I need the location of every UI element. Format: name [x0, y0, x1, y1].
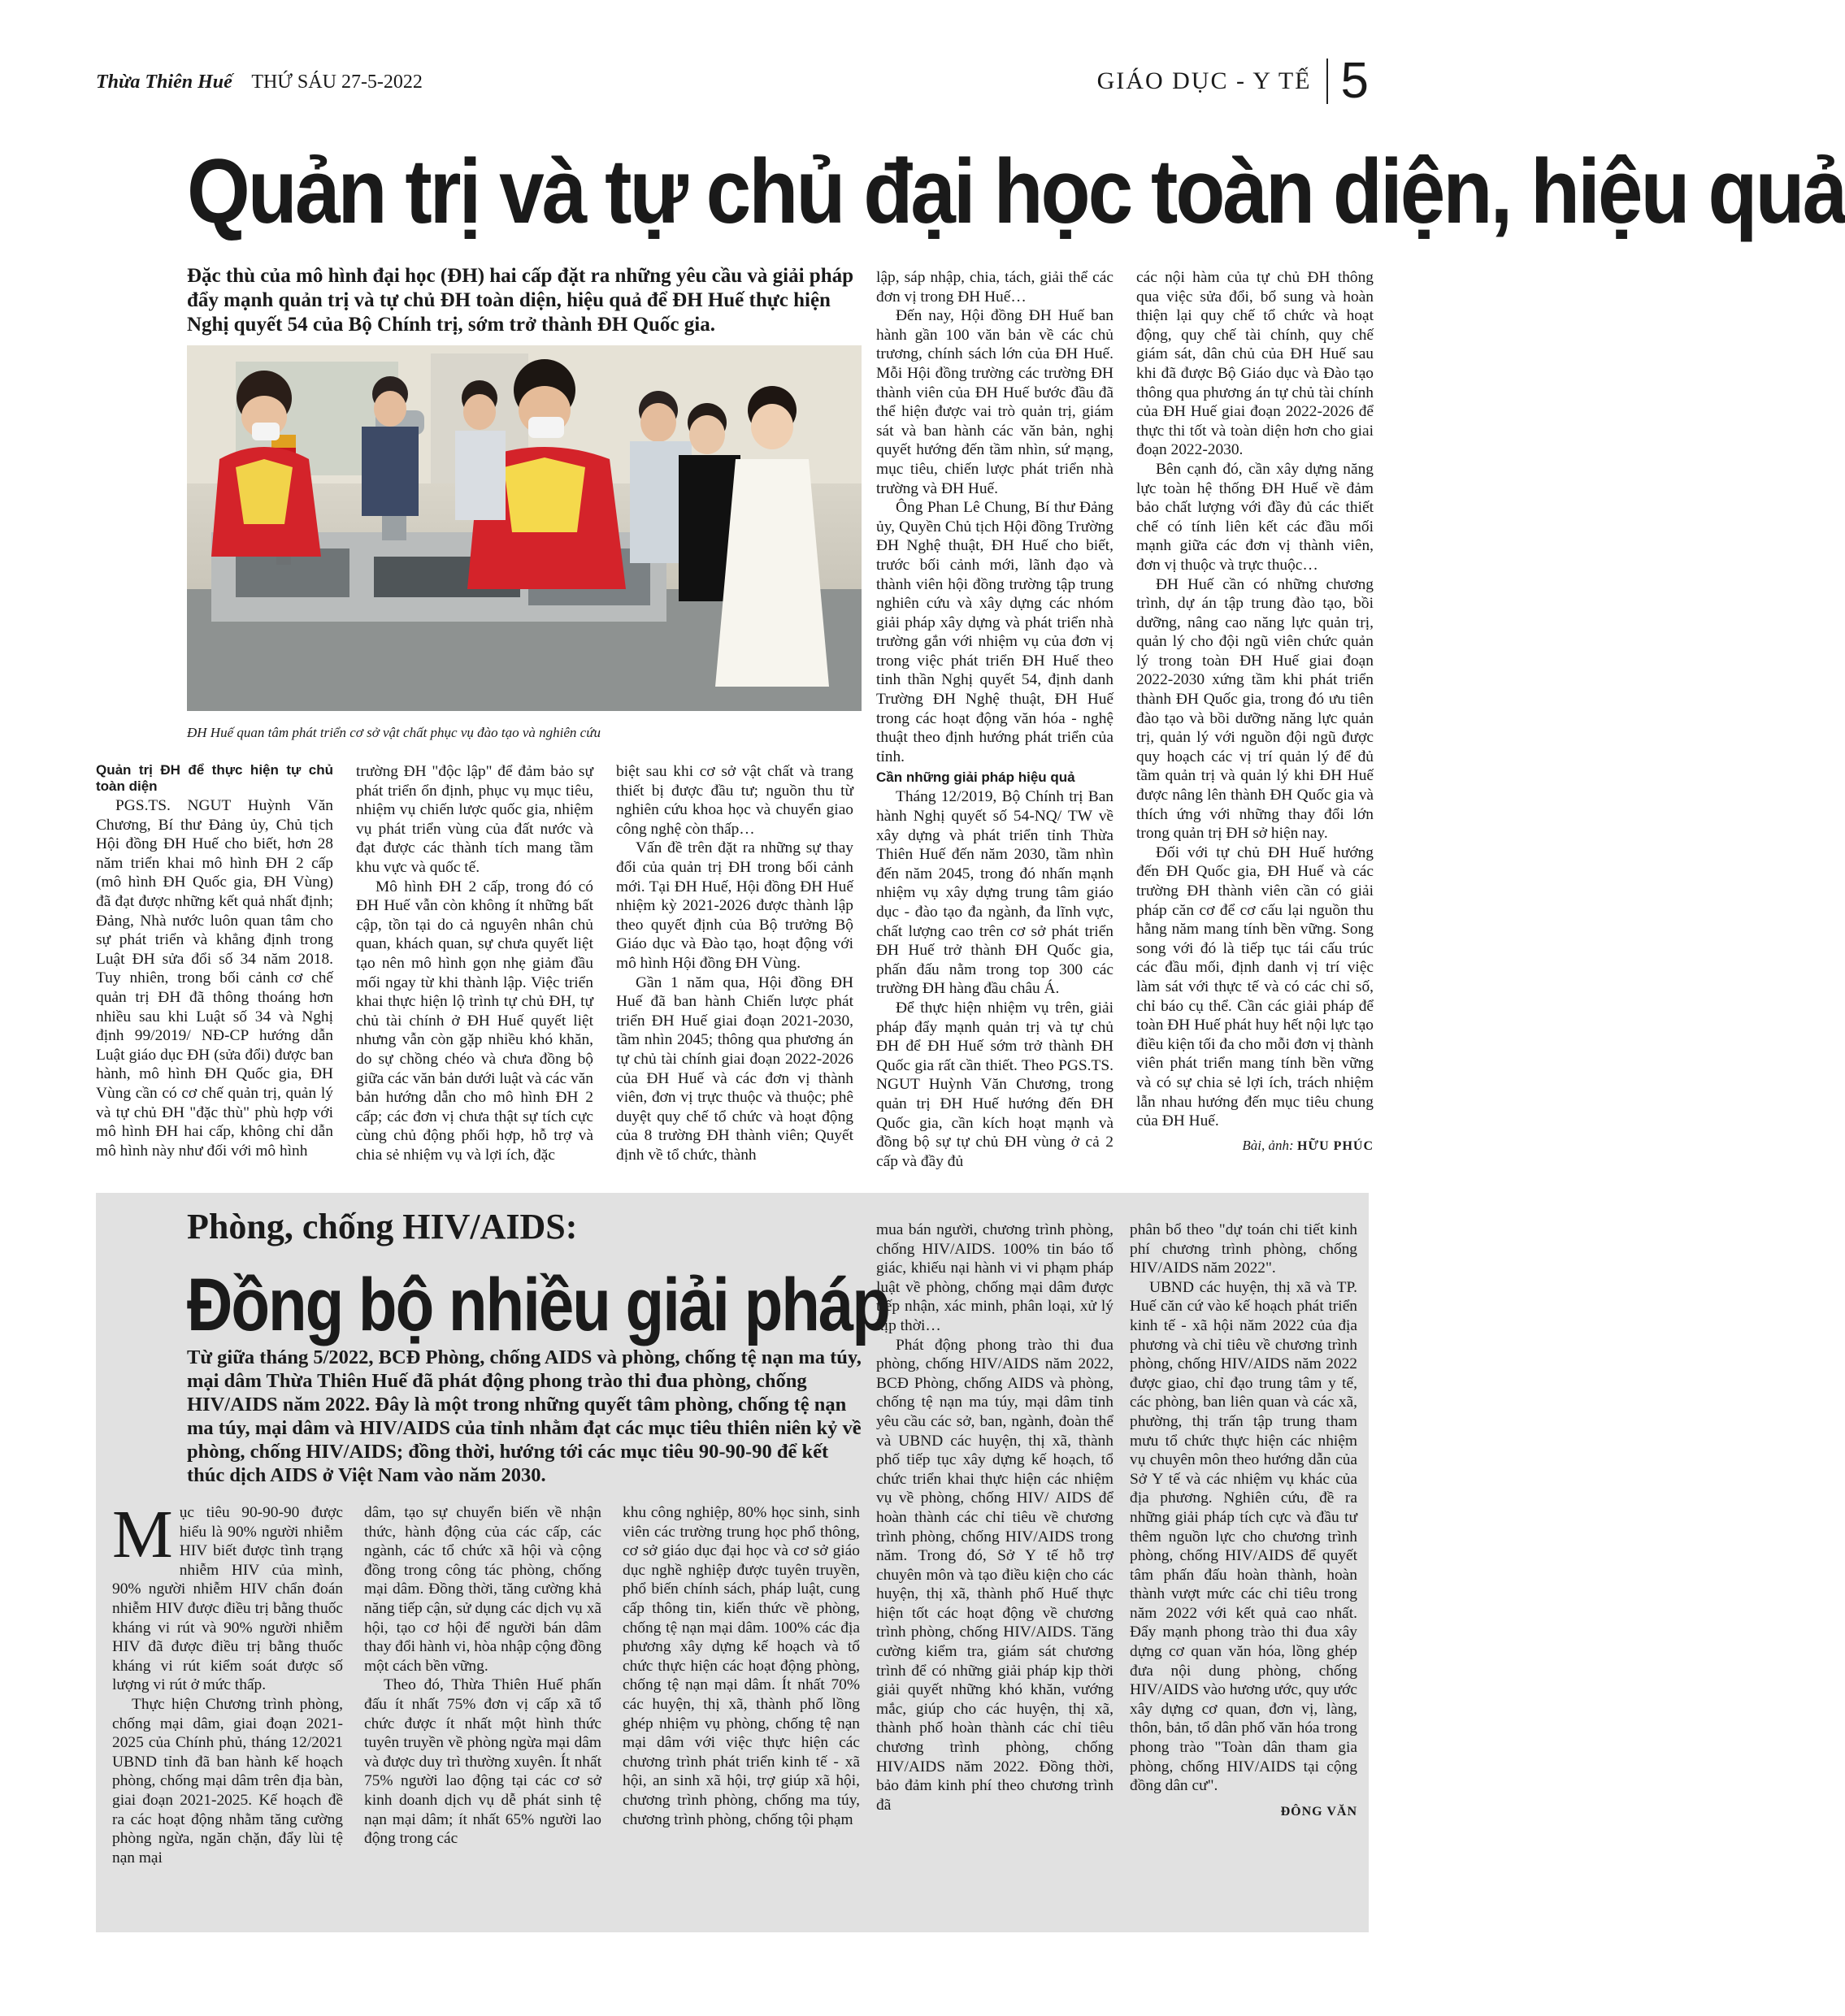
article2-lead: Từ giữa tháng 5/2022, BCĐ Phòng, chống AIDS và phòng, chống tệ nạn ma túy, mại dâm Thừa Thiên Huế đã phát động phong trào thi đua phòng, chống HIV/AIDS năm 2022. Đây là một trong những quyết tâm phòng, chống tệ nạn ma túy, mại dâm và HIV/AIDS của tỉnh nhằm đạt các mục tiêu thiên niên kỷ về phòng, chống HIV/AIDS; đồng thời, hướng tới các mục tiêu 90-90-90 để kết thúc dịch AIDS ở Việt Nam vào năm 2030.: [187, 1346, 862, 1486]
article1-paragraph: Để thực hiện nhiệm vụ trên, giải pháp đẩy mạnh quản trị và tự chủ ĐH để ĐH Huế sớm trở thành ĐH Quốc gia rất cần thiết. Theo PGS.TS. NGUT Huỳnh Văn Chương, trong quản trị ĐH Huế hướng đến ĐH Quốc gia, cần kích hoạt mạnh và đồng bộ sự tự chủ ĐH vùng ở cả 2 cấp và đầy đủ: [876, 999, 1114, 1170]
article1-paragraph: Ông Phan Lê Chung, Bí thư Đảng ủy, Quyền Chủ tịch Hội đồng Trường ĐH Nghệ thuật, ĐH Huế cho biết, trước bối cảnh mới, lãnh đạo và thành viên hội đồng trường tập trung nghiên cứu và xây dựng các nhóm giải pháp xây dựng và phát triển nhà trường gắn với nhiệm vụ của đơn vị trong việc phát triển ĐH Huế theo tinh thần Nghị quyết 54, định danh Trường ĐH Nghệ thuật, ĐH Huế trong các hoạt động văn hóa - nghệ thuật theo định hướng phát triển của tỉnh.: [876, 499, 1114, 765]
article1-column-3: [616, 762, 853, 1164]
article1-title: Quản trị và tự chủ đại học toàn diện, hiệu quả: [187, 141, 1845, 243]
article1-paragraph: Đối với tự chủ ĐH Huế hướng đến ĐH Quốc gia, ĐH Huế và các trường ĐH thành viên cần có giải pháp căn cơ để cơ cấu lại nguồn thu hằng năm mang tính bền vững. Song song với đó là tiếp tục tái cấu trúc các đầu mối, định danh vị trí việc làm sát với thực tế và có các chỉ số, chỉ báo cụ thể. Cần các giải pháp để toàn ĐH Huế phát huy hết nội lực tạo điều kiện tối đa cho mỗi đơn vị thành viên phát triển mang tính bền vững và có sự chia sẻ lợi ích, trách nhiệm lẫn nhau hướng đến mục tiêu chung của ĐH Huế.: [1136, 843, 1374, 1130]
article1-paragraph: Bên cạnh đó, cần xây dựng năng lực toàn hệ thống ĐH Huế về đảm bảo chất lượng với đầy đủ các thiết chế có tính liên kết các đầu mối mạnh giữa các đơn vị thành viên, đơn vị thuộc và trực thuộc…: [1136, 460, 1374, 574]
article1-paragraph: Tháng 12/2019, Bộ Chính trị Ban hành Nghị quyết số 54-NQ/ TW về xây dựng và phát triển tỉnh Thừa Thiên Huế đến năm 2030, tầm nhìn đến năm 2045, trong đó nhấn mạnh nhiệm vụ xây dựng trung tâm giáo dục - đào tạo đa ngành, đa lĩnh vực, chất lượng cao trên cơ sở phát triển ĐH Huế trở thành ĐH Quốc gia, phấn đấu nằm trong top 300 các trường ĐH hàng đầu châu Á.: [876, 788, 1114, 998]
issue-date: THỨ SÁU 27-5-2022: [251, 72, 423, 93]
article1-paragraph: lập, sáp nhập, chia, tách, giải thể các đơn vị trong ĐH Huế…: [876, 269, 1114, 306]
article1-paragraph: các nội hàm của tự chủ ĐH thông qua việc sửa đổi, bổ sung và hoàn thiện lại quy chế tổ chức và hoạt động, quy chế tài chính, quy chế giám sát, dân chủ của ĐH Huế sau khi đã được Bộ Giáo dục và Đào tạo thông qua phương án tự chủ tài chính của ĐH Huế giai đoạn 2022-2026 để thực thi tốt và toàn diện hơn cho giai đoạn 2022-2030.: [1136, 269, 1374, 459]
article1-photo-caption: ĐH Huế quan tâm phát triển cơ sở vật chất phục vụ đào tạo và nghiên cứu: [187, 725, 601, 740]
article1-column-4: [876, 268, 1114, 1171]
masthead-right: [1097, 52, 1369, 110]
article1-column-2: [356, 762, 593, 1164]
article2-paragraph: Phát động phong trào thi đua phòng, chống HIV/AIDS năm 2022, BCĐ Phòng, chống AIDS và phòng, chống tệ nạn ma túy, mại dâm tỉnh yêu cầu các sở, ban, ngành, đoàn thể và UBND các huyện, thị xã, thành phố tiếp tục xây dựng kế hoạch, tổ chức triển khai thực hiện các nhiệm vụ về phòng, chống HIV/ AIDS để hoàn thành các chỉ tiêu về chương trình phòng, chống HIV/AIDS trong năm. Trong đó, Sở Y tế hỗ trợ chuyên môn và tạo điều kiện cho các huyện, thị xã, thành phố Huế thực hiện tốt các hoạt động về chương trình phòng, chống HIV/AIDS. Tăng cường kiểm tra, giám sát chương trình để có những giải pháp kịp thời giải quyết những khó khăn, vướng mắc, giúp cho các huyện, thị xã, thành phố hoàn thành các chỉ tiêu chương trình phòng, chống HIV/AIDS năm 2022. Đồng thời, bảo đảm kinh phí theo chương trình đã: [876, 1336, 1114, 1814]
article1-lead: Đặc thù của mô hình đại học (ĐH) hai cấp đặt ra những yêu cầu và giải pháp đẩy mạnh quản trị và tự chủ ĐH toàn diện, hiệu quả để ĐH Huế thực hiện Nghị quyết 54 của Bộ Chính trị, sớm trở thành ĐH Quốc gia.: [187, 265, 854, 336]
article1-paragraph: ĐH Huế cần có những chương trình, dự án tập trung đào tạo, bồi dưỡng, nâng cao năng lực quản trị, quản lý cho đội ngũ viên chức quản lý trong toàn ĐH Huế giai đoạn 2022-2030 xứng tầm khi phát triển thành ĐH Quốc gia, trong đó ưu tiên đào tạo và bồi dưỡng năng lực quản trị, quản lý với nguồn đội ngũ được quy hoạch các vị trí quản lý để đủ tầm quản trị và quản lý khi ĐH Huế được nâng lên thành ĐH Quốc gia và thích ứng với những thay đổi lớn trong quản trị ĐH sở hiện nay.: [1136, 575, 1374, 843]
article1-paragraph: Gần 1 năm qua, Hội đồng ĐH Huế đã ban hành Chiến lược phát triển ĐH Huế giai đoạn 2021-2030, tầm nhìn 2045; thông qua phương án tự chủ tài chính giai đoạn 2022-2026 của ĐH Huế và các đơn vị thành viên, đơn vị trực thuộc và thuộc; phê duyệt quy chế tổ chức và hoạt động của 8 trường ĐH thành viên; Quyết định về tổ chức, thành: [616, 973, 853, 1164]
article1-photo: [187, 345, 862, 711]
article1-byline: [1136, 1136, 1374, 1156]
article1-paragraph: biệt sau khi cơ sở vật chất và trang thiết bị được đầu tư; nguồn thu từ nghiên cứu khoa học và chuyển giao công nghệ còn thấp…: [616, 763, 853, 838]
masthead-left: [96, 72, 423, 93]
article1-column-1: [96, 762, 333, 1160]
lab-scene-illustration: [187, 345, 862, 711]
article1-paragraph: trường ĐH "độc lập" để đảm bảo sự phát triển ổn định, phục vụ mục tiêu, nhiệm vụ chiến lược quốc gia, nhiệm vụ phát triển vùng của đất nước và đạt được các thành tích mang tầm khu vực và quốc tế.: [356, 763, 593, 876]
article1-paragraph: Mô hình ĐH 2 cấp, trong đó có ĐH Huế vẫn còn không ít những bất cập, tồn tại do cả nguyên nhân chủ quan, khách quan, sự chưa quyết liệt tạo nên mô hình gọn nhẹ giảm đầu mối ngay từ khi thành lập. Việc triển khai thực hiện lộ trình tự chủ ĐH, tự chủ tài chính ở ĐH Huế quyết liệt nhưng vẫn còn gặp nhiều khó khăn, do sự chồng chéo và chưa đồng bộ giữa các văn bản dưới luật và các văn bản hướng dẫn cho mô hình ĐH 2 cấp; các đơn vị chưa thật sự tích cực cùng chủ động phối hợp, hỗ trợ và chia sẻ nhiệm vụ và lợi ích, đặc: [356, 878, 593, 1164]
article1-subhead-1: Quản trị ĐH để thực hiện tự chủ toàn diện: [96, 762, 333, 794]
paper-name: Thừa Thiên Huế: [96, 72, 232, 93]
article1-subhead-2: Cần những giải pháp hiệu quả: [876, 770, 1075, 786]
article2-author: ĐÔNG VĂN: [1280, 1804, 1357, 1819]
article2-column-4: [876, 1220, 1114, 1814]
article2-paragraph: UBND các huyện, thị xã và TP. Huế căn cứ vào kế hoạch phát triển kinh tế - xã hội năm 2022 của địa phương và chỉ tiêu về chương trình phòng, chống HIV/AIDS năm 2022 được giao, chỉ đạo trung tâm y tế, các phòng, ban liên quan và các xã, phường, thị trấn tập trung tham mưu tổ chức thực hiện các nhiệm vụ chuyên môn theo hướng dẫn của Sở Y tế và các nhiệm vụ khác của địa phương. Nghiên cứu, đề ra những giải pháp tích cực và đầu tư thêm nguồn lực cho chương trình phòng, chống HIV/AIDS để quyết tâm phấn đấu hoàn thành, hoàn thành vượt mức các chỉ tiêu trong năm 2022 với kết quả cao nhất. Đẩy mạnh phong trào thi đua xây dựng cơ quan văn hóa, lồng ghép đưa nội dung phòng, chống HIV/AIDS vào hương ước, quy ước xây dựng cơ quan, đơn vị, làng, thôn, bản, tổ dân phố văn hóa trong phong trào "Toàn dân tham gia phòng, chống HIV/AIDS tại cộng đồng dân cư".: [1130, 1278, 1357, 1795]
byline-author: HỮU PHÚC: [1296, 1138, 1374, 1153]
article2-paragraph: Theo đó, Thừa Thiên Huế phấn đấu ít nhất 75% đơn vị cấp xã tổ chức được ít nhất một hình thức tuyên truyền về phòng ngừa mại dâm và được duy trì thường xuyên. Ít nhất 75% người lao động tại các cơ sở kinh doanh dịch vụ dễ phát sinh tệ nạn mại dâm; ít nhất 65% người lao động trong các: [364, 1676, 601, 1848]
article2-paragraph: Thực hiện Chương trình phòng, chống mại dâm, giai đoạn 2021-2025 của Chính phủ, tháng 12/2021 UBND tỉnh đã ban hành kế hoạch phòng, chống mại dâm trên địa bàn, giai đoạn 2021-2025. Kế hoạch đề ra các hoạt động nhằm tăng cường phòng ngừa, ngăn chặn, đẩy lùi tệ nạn mại: [112, 1695, 343, 1866]
masthead-divider: [1326, 59, 1328, 104]
article2-paragraph: mua bán người, chương trình phòng, chống HIV/AIDS. 100% tin báo tố giác, khiếu nại hành vi vi phạm pháp luật về phòng, chống mại dâm được tiếp nhận, xác minh, phân loại, xử lý kịp thời…: [876, 1221, 1114, 1334]
article2-paragraph: phân bổ theo "dự toán chi tiết kinh phí chương trình phòng, chống HIV/AIDS năm 2022".: [1130, 1221, 1357, 1277]
article1-paragraph: Vấn đề trên đặt ra những sự thay đổi của quản trị ĐH trong bối cảnh mới. Tại ĐH Huế, Hội đồng ĐH Huế nhiệm kỳ 2021-2026 được thành lập theo quyết định của Bộ trưởng Bộ Giáo dục và Đào tạo, hoạt động với mô hình Hội đồng ĐH Vùng.: [616, 839, 853, 972]
article2-paragraph: khu công nghiệp, 80% học sinh, sinh viên các trường trung học phổ thông, cơ sở giáo dục đại học và cơ sở giáo dục nghề nghiệp được tuyên truyền, phổ biến chính sách, pháp luật, cung cấp thông tin, kiến thức về phòng, chống tệ nạn mại dâm. 100% các địa phương xây dựng kế hoạch và tổ chức thực hiện các hoạt động phòng, chống tệ nạn mại dâm. Ít nhất 70% các huyện, thị xã, thành phố lồng ghép nhiệm vụ phòng, chống tệ nạn mại dâm với việc thực hiện các chương trình phát triển kinh tế - xã hội, an sinh xã hội, trợ giúp xã hội, chương trình phòng, chống ma túy, chương trình phòng, chống tội phạm: [623, 1504, 860, 1828]
byline-prefix: Bài, ảnh:: [1242, 1137, 1294, 1153]
article2-dropcap: M: [112, 1497, 173, 1572]
page-number: 5: [1340, 53, 1369, 109]
article2-paragraph: dâm, tạo sự chuyển biến về nhận thức, hành động của các cấp, các ngành, các tổ chức xã hội và cộng đồng trong công tác phòng, chống mại dâm. Đồng thời, tăng cường khả năng tiếp cận, sử dụng các dịch vụ xã hội, tạo cơ hội để người bán dâm thay đổi hành vi, hòa nhập cộng đồng một cách bền vững.: [364, 1504, 601, 1675]
article1-paragraph: Đến nay, Hội đồng ĐH Huế ban hành gần 100 văn bản về các chủ trương, chính sách lớn của ĐH Huế. Mỗi Hội đồng trường các trường ĐH thành viên của ĐH Huế bước đầu đã thể hiện được vai trò quản trị, giám sát và ban hành các văn bản, nghị quyết hướng đến tầm nhìn, sứ mạng, mục tiêu, chiến lược phát triển nhà trường và ĐH Huế.: [876, 307, 1114, 497]
article2-column-1: [112, 1497, 343, 1867]
article2-column-2: [364, 1503, 601, 1849]
article2-kicker: Phòng, chống HIV/AIDS:: [187, 1207, 578, 1246]
article1-column-5: [1136, 268, 1374, 1155]
article2-paragraph: ục tiêu 90-90-90 được hiểu là 90% người nhiễm HIV biết được tình trạng nhiễm HIV của mình, 90% người nhiễm HIV chẩn đoán nhiễm HIV được điều trị bằng thuốc kháng vi rút và 90% người nhiễm HIV đã được điều trị bằng thuốc kháng vi rút kiểm soát được số lượng vi rút ở mức thấp.: [112, 1504, 343, 1694]
section-label: GIÁO DỤC - Y TẾ: [1096, 67, 1312, 94]
article1-paragraph: PGS.TS. NGUT Huỳnh Văn Chương, Bí thư Đảng ủy, Chủ tịch Hội đồng ĐH Huế cho biết, hơn 28 năm triển khai mô hình ĐH 2 cấp (mô hình ĐH Quốc gia, ĐH Vùng) đã đạt được những kết quả nhất định; Đảng, Nhà nước luôn quan tâm cho sự phát triển và khẳng định trong Luật ĐH sửa đổi số 34 năm 2018. Tuy nhiên, trong bối cảnh cơ chế quản trị ĐH đã thông thoáng hơn nhiều sau khi Luật số 34 và Nghị định 99/2019/ NĐ-CP hướng dẫn Luật giáo dục ĐH (sửa đổi) được ban hành, mô hình ĐH Quốc gia, ĐH Vùng cần có cơ chế quản trị, quản lý và tự chủ ĐH "đặc thù" phù hợp với mô hình ĐH hai cấp, không chỉ dẫn mô hình này như đối với mô hình: [96, 797, 333, 1160]
article2-column-5: [1130, 1220, 1357, 1821]
article2-title: Đồng bộ nhiều giải pháp: [187, 1262, 889, 1347]
article2-column-3: [623, 1503, 860, 1829]
